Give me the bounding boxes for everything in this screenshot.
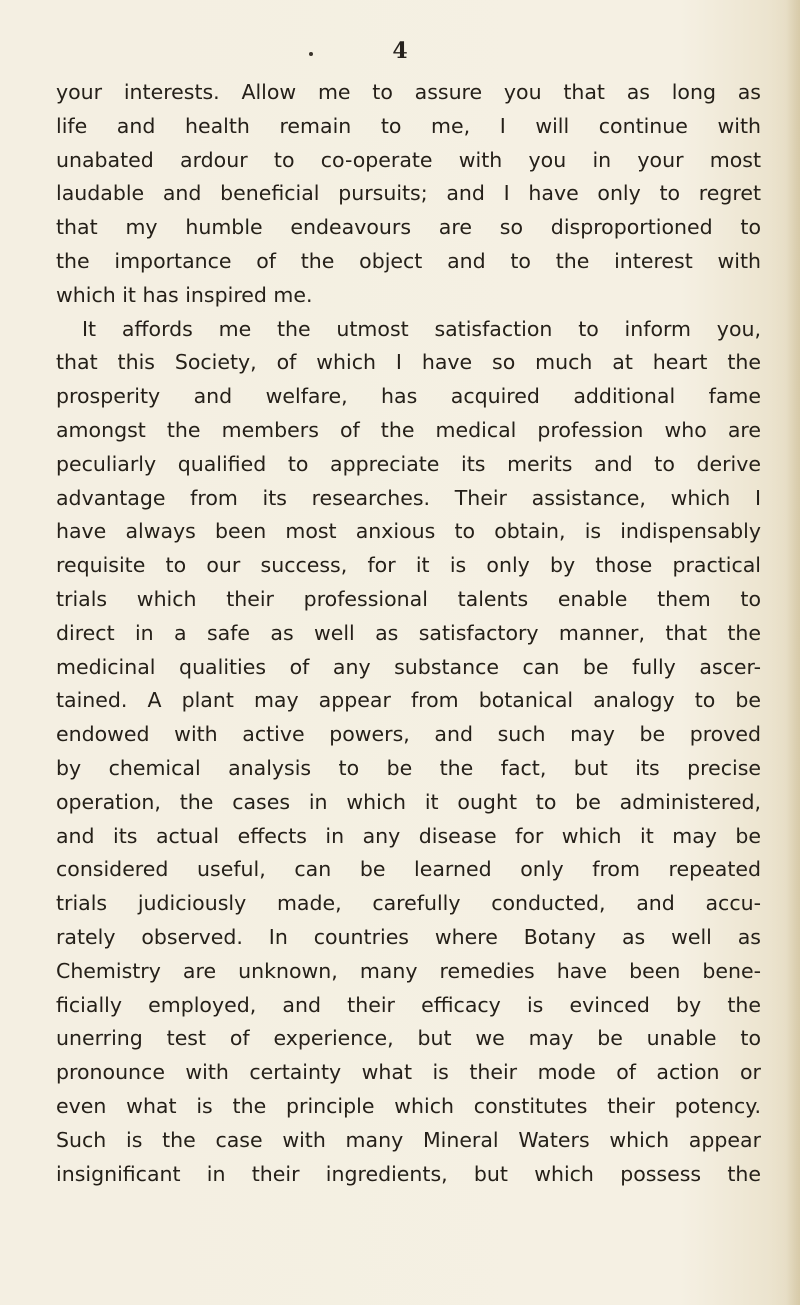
text-line: direct in a safe as well as satisfactory manner, that the xyxy=(56,620,761,645)
text-line: unerring test of experience, but we may be unable to xyxy=(56,1026,761,1051)
text-line: that my humble endeavours are so disproportioned to xyxy=(56,215,761,240)
text-line: Such is the case with many Mineral Waters which appear xyxy=(56,1127,761,1152)
text-line: which it has inspired me. xyxy=(56,282,313,307)
text-line: pronounce with certainty what is their mode of action or xyxy=(56,1060,761,1085)
text-line: peculiarly qualified to appreciate its merits and to derive xyxy=(56,451,761,476)
text-line: medicinal qualities of any substance can be fully ascer- xyxy=(56,654,761,679)
text-line: the importance of the object and to the interest with xyxy=(56,248,761,273)
page-number: 4 xyxy=(392,38,408,64)
text-line: tained. A plant may appear from botanical analogy to be xyxy=(56,688,761,713)
text-line: endowed with active powers, and such may be proved xyxy=(56,722,761,747)
page-edge-shadow xyxy=(786,0,800,1305)
text-line: laudable and beneficial pursuits; and I have only to regret xyxy=(56,181,761,206)
text-line: considered useful, can be learned only from repeated xyxy=(56,857,761,882)
text-line: that this Society, of which I have so much at heart the xyxy=(56,350,761,375)
text-line: ficially employed, and their efficacy is evinced by the xyxy=(56,992,761,1017)
text-line: trials which their professional talents enable them to xyxy=(56,586,761,611)
text-line: prosperity and welfare, has acquired additional fame xyxy=(56,384,761,409)
text-line: even what is the principle which constitutes their potency. xyxy=(56,1093,761,1118)
text-line: unabated ardour to co-operate with you in your most xyxy=(56,147,761,172)
text-line: requisite to our success, for it is only by those practical xyxy=(56,553,761,578)
text-line: and its actual effects in any disease for which it may be xyxy=(56,823,761,848)
body-text xyxy=(56,76,761,1191)
text-line: have always been most anxious to obtain, is indispensably xyxy=(56,519,761,544)
text-line: rately observed. In countries where Botany as well as xyxy=(56,924,761,949)
text-line: life and health remain to me, I will continue with xyxy=(56,113,761,138)
text-line: advantage from its researches. Their assistance, which I xyxy=(56,485,761,510)
text-line: trials judiciously made, carefully conducted, and accu- xyxy=(56,891,761,916)
text-line: insignificant in their ingredients, but which possess the xyxy=(56,1161,761,1186)
text-line: operation, the cases in which it ought to be administered, xyxy=(56,789,761,814)
text-line: amongst the members of the medical profession who are xyxy=(56,417,761,442)
text-line: by chemical analysis to be the fact, but its precise xyxy=(56,755,761,780)
paragraph-first-line: It affords me the utmost satisfaction to inform you, xyxy=(82,316,761,341)
text-line: Chemistry are unknown, many remedies have been bene- xyxy=(56,958,761,983)
text-line: your interests. Allow me to assure you that as long as xyxy=(56,80,761,104)
